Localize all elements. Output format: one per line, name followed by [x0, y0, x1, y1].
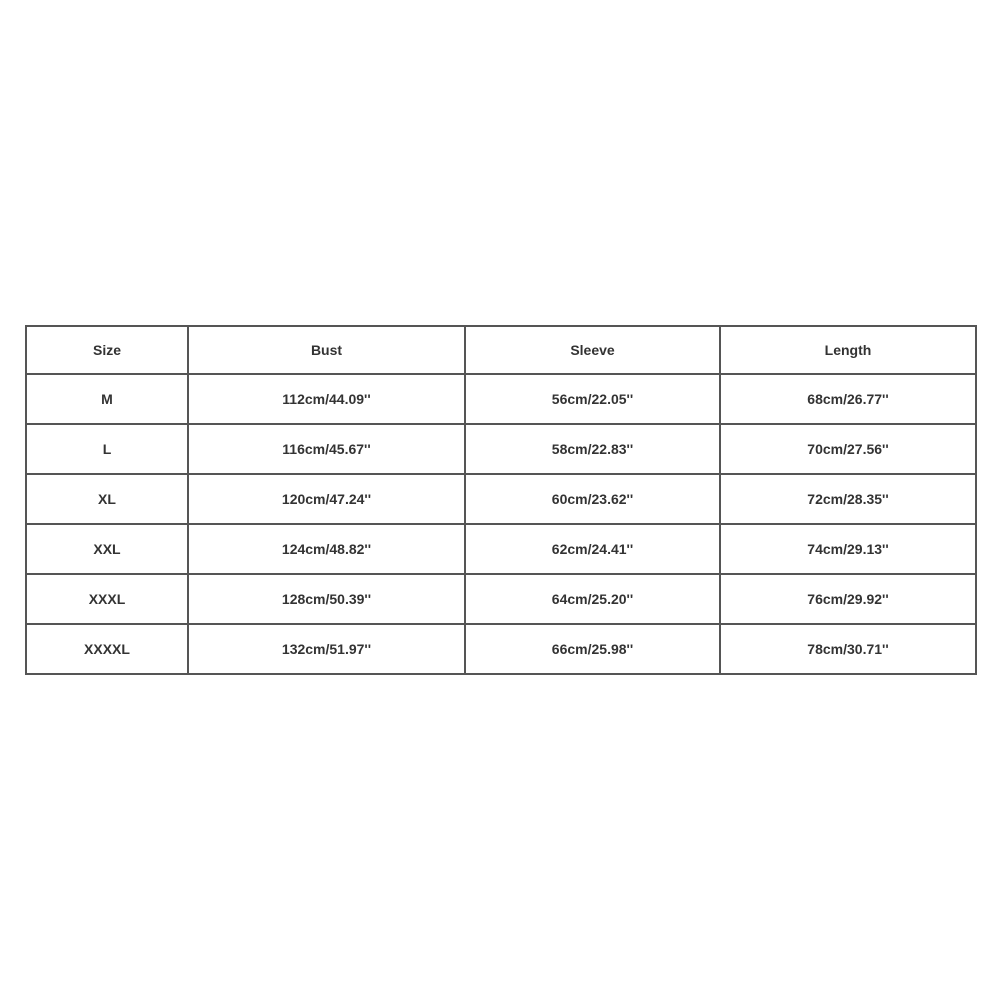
cell-length: 72cm/28.35''	[720, 474, 976, 524]
cell-sleeve: 66cm/25.98''	[465, 624, 720, 674]
cell-bust: 128cm/50.39''	[188, 574, 465, 624]
cell-sleeve: 58cm/22.83''	[465, 424, 720, 474]
cell-sleeve: 62cm/24.41''	[465, 524, 720, 574]
cell-length: 78cm/30.71''	[720, 624, 976, 674]
header-row	[26, 326, 976, 374]
table-row	[26, 524, 976, 574]
cell-sleeve: 60cm/23.62''	[465, 474, 720, 524]
cell-size: XXXL	[26, 574, 188, 624]
table-row	[26, 424, 976, 474]
header-bust: Bust	[188, 326, 465, 374]
table-row	[26, 374, 976, 424]
cell-length: 70cm/27.56''	[720, 424, 976, 474]
cell-length: 76cm/29.92''	[720, 574, 976, 624]
cell-size: M	[26, 374, 188, 424]
cell-size: XXL	[26, 524, 188, 574]
header-length: Length	[720, 326, 976, 374]
cell-size: L	[26, 424, 188, 474]
header-sleeve: Sleeve	[465, 326, 720, 374]
cell-bust: 112cm/44.09''	[188, 374, 465, 424]
header-size: Size	[26, 326, 188, 374]
cell-bust: 120cm/47.24''	[188, 474, 465, 524]
cell-sleeve: 64cm/25.20''	[465, 574, 720, 624]
cell-sleeve: 56cm/22.05''	[465, 374, 720, 424]
table-row	[26, 574, 976, 624]
cell-bust: 124cm/48.82''	[188, 524, 465, 574]
cell-length: 68cm/26.77''	[720, 374, 976, 424]
cell-bust: 116cm/45.67''	[188, 424, 465, 474]
size-chart-table	[25, 325, 977, 675]
table-row	[26, 474, 976, 524]
cell-size: XL	[26, 474, 188, 524]
cell-size: XXXXL	[26, 624, 188, 674]
cell-bust: 132cm/51.97''	[188, 624, 465, 674]
cell-length: 74cm/29.13''	[720, 524, 976, 574]
table-row	[26, 624, 976, 674]
